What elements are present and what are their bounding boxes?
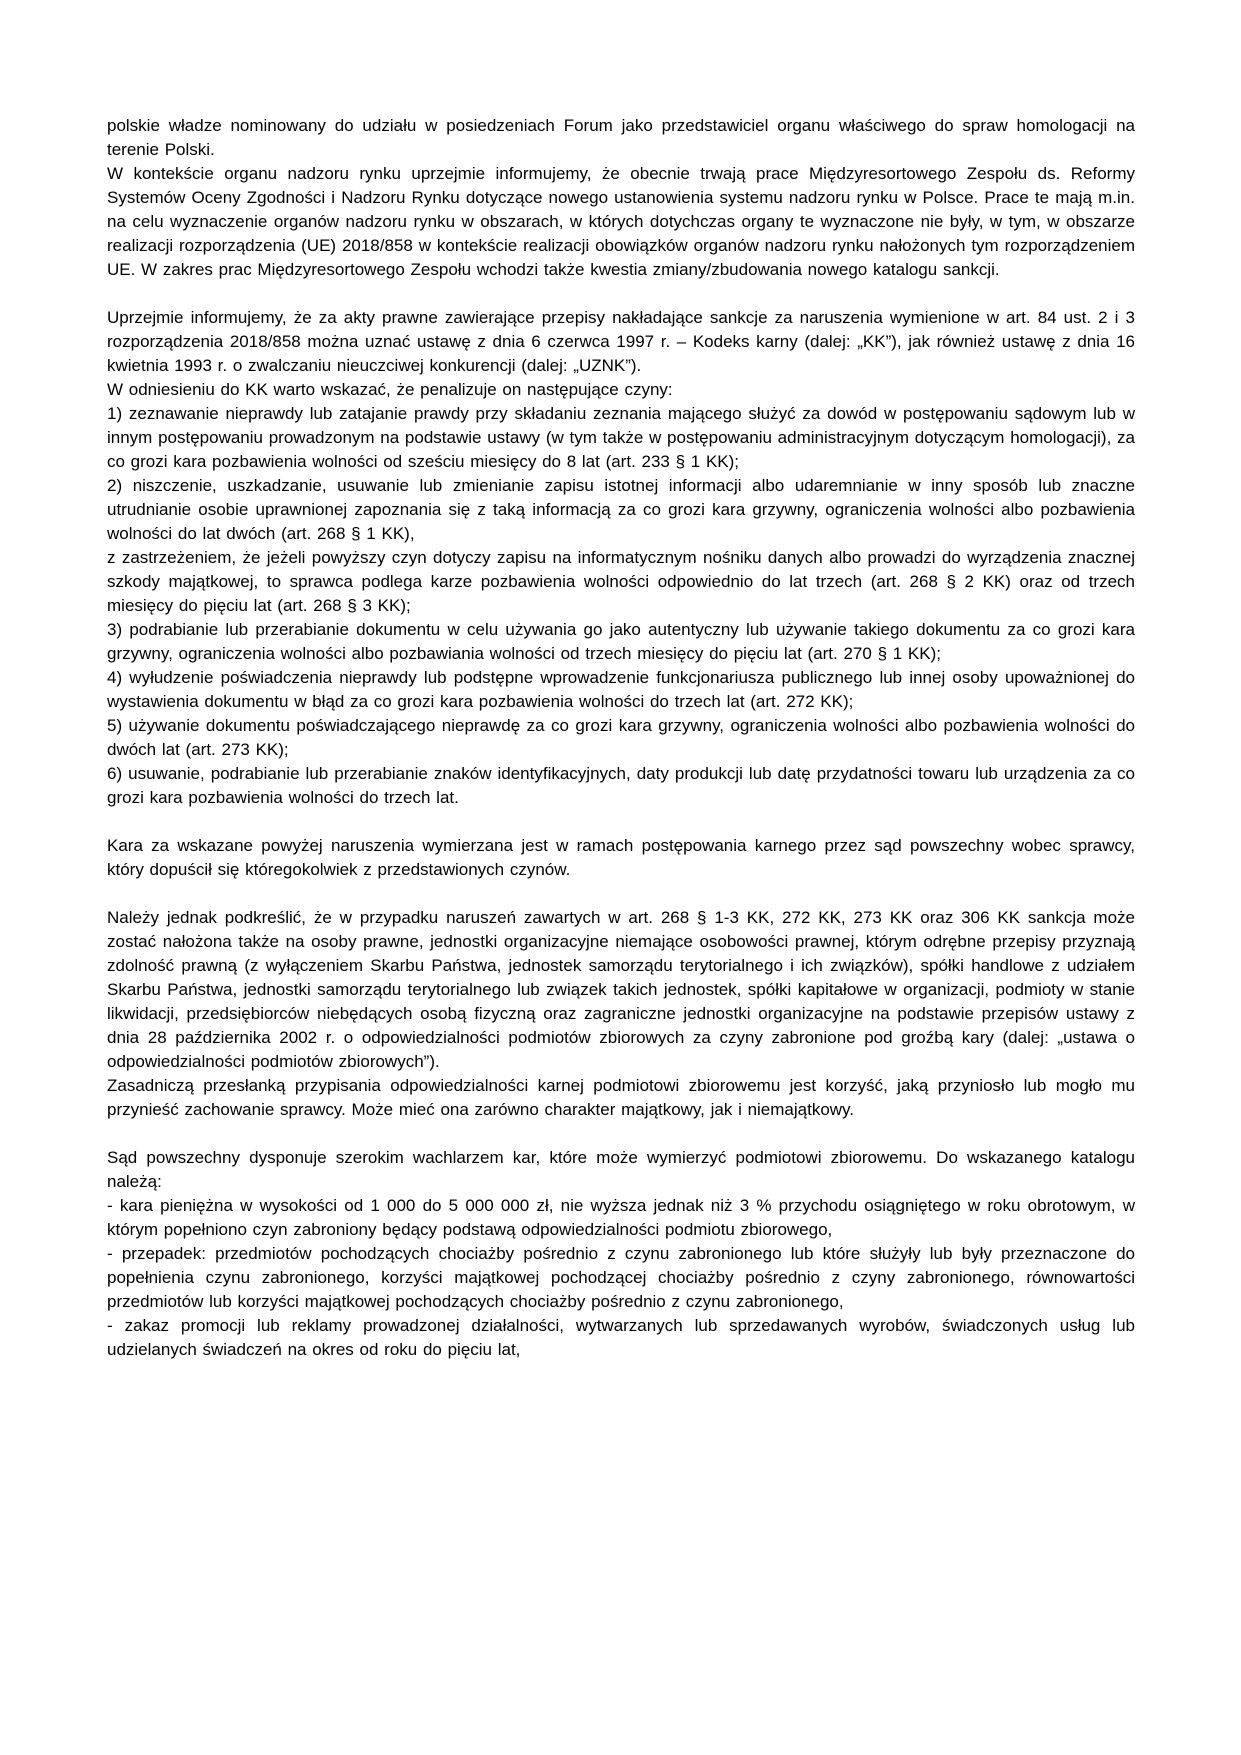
paragraph-7-zastrzezenie: z zastrzeżeniem, że jeżeli powyższy czyn dotyczy zapisu na informatycznym nośniku danych albo prowadzi do wyrządzenia znacznej szkody majątkowej, to sprawca podlega karze pozbawienia wolności odpowiednio do lat trzech (art. 268 § 2 KK) oraz od trzech miesięcy do pięciu lat (art. 268 § 3 KK); <box>107 548 1135 615</box>
paragraph-16-kara-pieniezna: - kara pieniężna w wysokości od 1 000 do 5 000 000 zł, nie wyższa jednak niż 3 % przychodu osiągniętego w roku obrotowym, w którym popełniono czyn zabroniony będący podstawą odpowiedzialności podmiotu zbiorowego, <box>107 1196 1135 1239</box>
paragraph-17-przepadek: - przepadek: przedmiotów pochodzących chociażby pośrednio z czynu zabronionego lub które służyły lub były przeznaczone do popełnienia czynu zabronionego, korzyści majątkowej pochodzącej chociażby pośrednio z czyny zabronionego, równowartości przedmiotów lub korzyści majątkowej pochodzących chociażby pośrednio z czynu zabronionego, <box>107 1244 1135 1311</box>
paragraph-1-continuation-homologacja: polskie władze nominowany do udziału w posiedzeniach Forum jako przedstawiciel organu właściwego do spraw homologacji na terenie Polski. <box>107 116 1135 159</box>
paragraph-6-punkt-2: 2) niszczenie, uszkadzanie, usuwanie lub zmienianie zapisu istotnej informacji albo udaremnianie w inny sposób lub znaczne utrudnianie osobie uprawnionej zapoznania się z taką informacją za co grozi kara grzywny, ograniczenia wolności albo pozbawienia wolności do lat dwóch (art. 268 § 1 KK), <box>107 476 1135 543</box>
paragraph-11-punkt-6: 6) usuwanie, podrabianie lub przerabianie znaków identyfikacyjnych, daty produkcji lub datę przydatności towaru lub urządzenia za co grozi kara pozbawienia wolności do trzech lat. <box>107 764 1135 807</box>
paragraph-3-akty-prawne: Uprzejmie informujemy, że za akty prawne zawierające przepisy nakładające sankcje za naruszenia wymienione w art. 84 ust. 2 i 3 rozporządzenia 2018/858 można uznać ustawę z dnia 6 czerwca 1997 r. – Kodeks karny (dalej: „KK”), jak również ustawę z dnia 16 kwietnia 1993 r. o zwalczaniu nieuczciwej konkurencji (dalej: „UZNK”). <box>107 308 1135 375</box>
paragraph-8-punkt-3: 3) podrabianie lub przerabianie dokumentu w celu używania go jako autentyczny lub używanie takiego dokumentu za co grozi kara grzywny, ograniczenia wolności albo pozbawiania wolności od trzech miesięcy do pięciu lat (art. 270 § 1 KK); <box>107 620 1135 663</box>
paragraph-14-przeslanka-korzysc: Zasadniczą przesłanką przypisania odpowiedzialności karnej podmiotowi zbiorowemu jest korzyść, jaką przyniosło lub mogło mu przynieść zachowanie sprawcy. Może mieć ona zarówno charakter majątkowy, jak i niemajątkowy. <box>107 1076 1135 1119</box>
paragraph-10-punkt-5: 5) używanie dokumentu poświadczającego nieprawdę za co grozi kara grzywny, ograniczenia wolności albo pozbawienia wolności do dwóch lat (art. 273 KK); <box>107 716 1135 759</box>
paragraph-12-kara-sad-powszechny: Kara za wskazane powyżej naruszenia wymierzana jest w ramach postępowania karnego przez sąd powszechny wobec sprawcy, który dopuścił się któregokolwiek z przedstawionych czynów. <box>107 836 1135 879</box>
paragraph-5-punkt-1: 1) zeznawanie nieprawdy lub zatajanie prawdy przy składaniu zeznania mającego służyć za dowód w postępowaniu sądowym lub w innym postępowaniu prowadzonym na podstawie ustawy (w tym także w postępowaniu administracyjnym dotyczącym homologacji), za co grozi kara pozbawienia wolności od sześciu miesięcy do 8 lat (art. 233 § 1 KK); <box>107 404 1135 471</box>
paragraph-13-odpowiedzialnosc-podmiotow: Należy jednak podkreślić, że w przypadku naruszeń zawartych w art. 268 § 1-3 KK, 272 KK, 273 KK oraz 306 KK sankcja może zostać nałożona także na osoby prawne, jednostki organizacyjne niemające osobowości prawnej, którym odrębne przepisy przyznają zdolność prawną (z wyłączeniem Skarbu Państwa, jednostek samorządu terytorialnego i ich związków), spółki handlowe z udziałem Skarbu Państwa, jednostki samorządu terytorialnego lub związek takich jednostek, spółki kapitałowe w organizacji, podmioty w stanie likwidacji, przedsiębiorców niebędących osobą fizyczną oraz zagraniczne jednostki organizacyjne na podstawie przepisów ustawy z dnia 28 października 2002 r. o odpowiedzialności podmiotów zbiorowych za czyny zabronione pod groźbą kary (dalej: „ustawa o odpowiedzialności podmiotów zbiorowych”). <box>107 908 1135 1071</box>
paragraph-2-nadzor-rynku: W kontekście organu nadzoru rynku uprzejmie informujemy, że obecnie trwają prace Międzyresortowego Zespołu ds. Reformy Systemów Oceny Zgodności i Nadzoru Rynku dotyczące nowego ustanowienia systemu nadzoru rynku w Polsce. Prace te mają m.in. na celu wyznaczenie organów nadzoru rynku w obszarach, w których dotychczas organy te wyznaczone nie były, w tym, w obszarze realizacji rozporządzenia (UE) 2018/858 w kontekście realizacji obowiązków organów nadzoru rynku nałożonych tym rozporządzeniem UE. W zakres prac Międzyresortowego Zespołu wchodzi także kwestia zmiany/zbudowania nowego katalogu sankcji. <box>107 164 1135 279</box>
paragraph-4-odniesienie-kk: W odniesieniu do KK warto wskazać, że penalizuje on następujące czyny: <box>107 380 673 399</box>
paragraph-9-punkt-4: 4) wyłudzenie poświadczenia nieprawdy lub podstępne wprowadzenie funkcjonariusza publicznego lub innej osoby upoważnionej do wystawienia dokumentu w błąd za co grozi kara pozbawienia wolności do trzech lat (art. 272 KK); <box>107 668 1135 711</box>
paragraph-15-katalog-kar: Sąd powszechny dysponuje szerokim wachlarzem kar, które może wymierzyć podmiotowi zbiorowemu. Do wskazanego katalogu należą: <box>107 1148 1135 1191</box>
paragraph-18-zakaz-promocji: - zakaz promocji lub reklamy prowadzonej działalności, wytwarzanych lub sprzedawanych wyrobów, świadczonych usług lub udzielanych świadczeń na okres od roku do pięciu lat, <box>107 1316 1135 1359</box>
